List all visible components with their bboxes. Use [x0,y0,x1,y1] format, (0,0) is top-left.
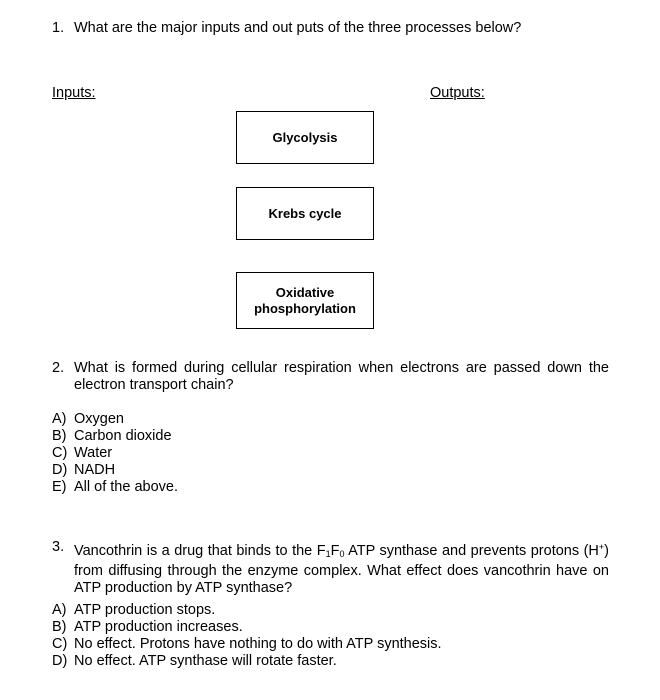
krebs-cycle-box [236,187,374,240]
q3-text: Vancothrin is a drug that binds to the $F_1F_0$ ATP synthase and prevents protons (H+) from diffusing through the enzyme complex. What effect does vancothrin have on ATP production by ATP synthase? [74,542,609,596]
q2-option-a[interactable]: A) Oxygen [52,411,124,427]
outputs-label: Outputs: [430,85,485,101]
q2-options [52,411,178,496]
q3-options [52,602,442,670]
q2-option-e[interactable]: E) All of the above. [52,479,178,495]
q1-number: 1. [52,20,65,36]
q2-text: What is formed during cellular respiration when electrons are passed down the electron transport chain? [74,360,609,393]
krebs-cycle-label: Krebs cycle [268,205,342,221]
q3-option-c[interactable]: C) No effect. Protons have nothing to do with ATP synthesis. [52,636,442,652]
oxidative-label-line2: phosphorylation [254,300,356,316]
q1-text: What are the major inputs and out puts of the three processes below? [74,20,522,36]
q2-option-d[interactable]: D) NADH [52,462,116,478]
oxidative-label-line1: Oxidative [275,284,335,300]
glycolysis-label: Glycolysis [272,129,338,145]
q3-option-a[interactable]: A) ATP production stops. [52,602,216,618]
glycolysis-box [236,111,374,164]
q3-number: 3. [52,539,65,555]
q3-option-b[interactable]: B) ATP production increases. [52,619,243,635]
oxidative-phosphorylation-box [236,272,374,329]
q2-number: 2. [52,360,65,376]
inputs-label: Inputs: [52,85,96,101]
q2-option-b[interactable]: B) Carbon dioxide [52,428,172,444]
q3-option-d[interactable]: D) No effect. ATP synthase will rotate faster. [52,653,337,669]
q2-option-c[interactable]: C) Water [52,445,113,461]
